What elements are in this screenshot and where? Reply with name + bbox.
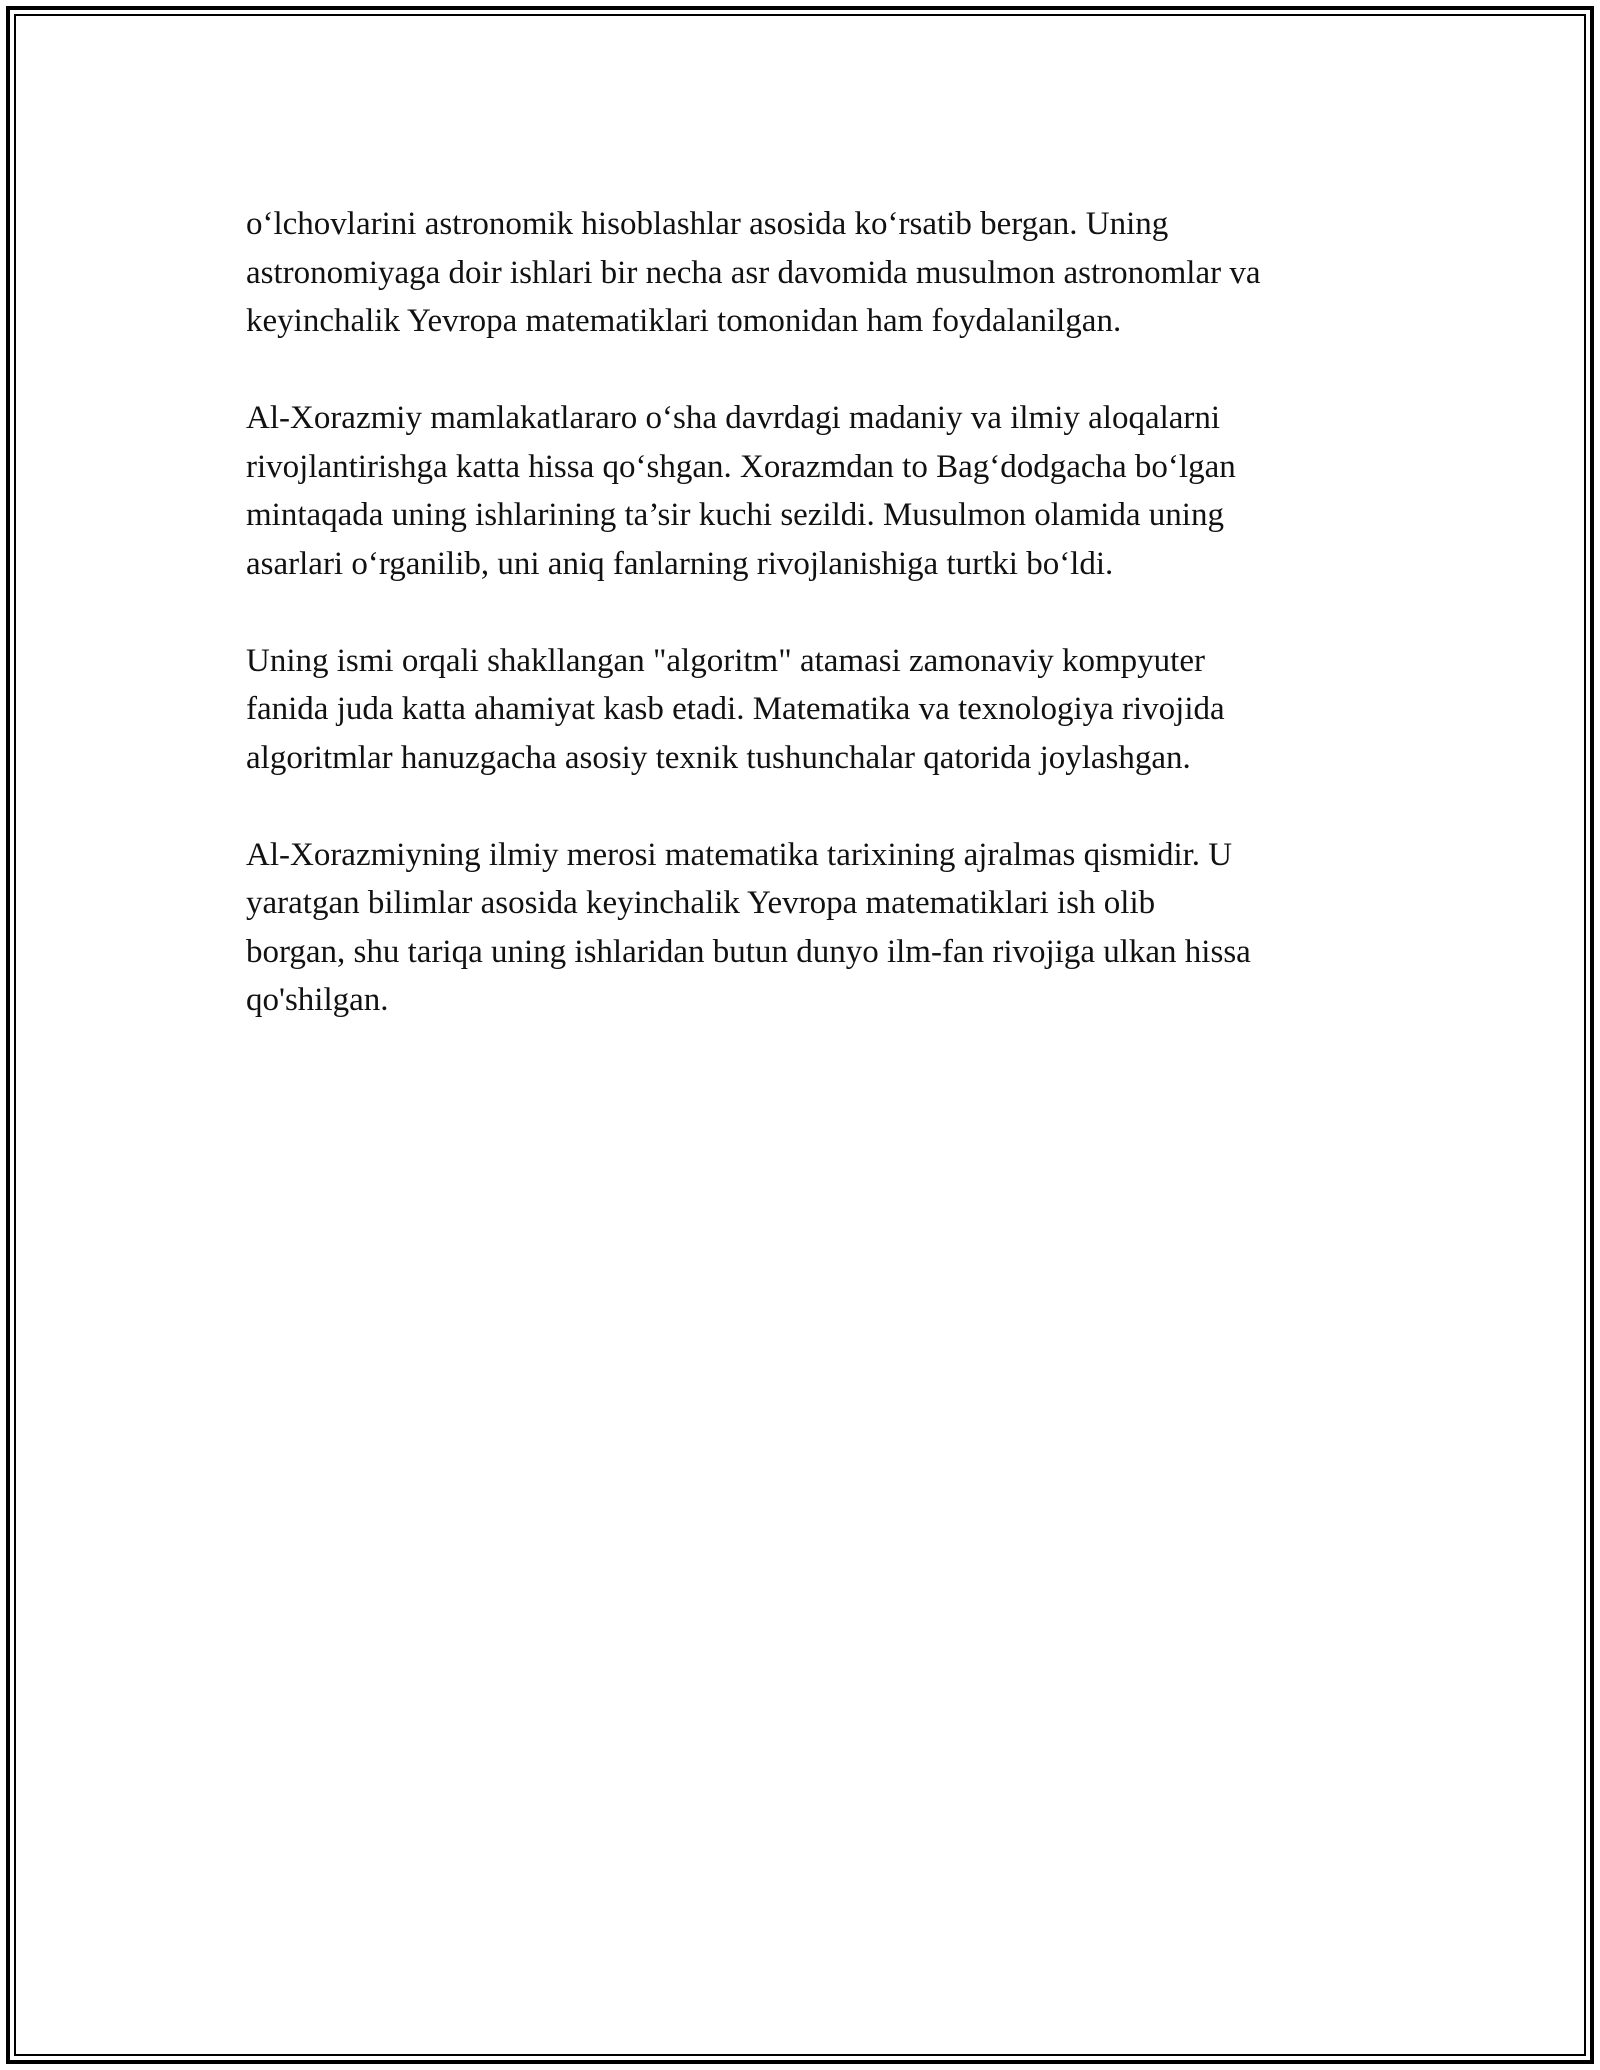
paragraph-4 (246, 831, 1396, 1025)
text-line: fanida juda katta ahamiyat kasb etadi. Matematika va texnologiya rivojida (246, 691, 1225, 727)
text-line: qo'shilgan. (246, 982, 389, 1018)
paragraph-1 (246, 200, 1396, 346)
text-line: Al-Xorazmiyning ilmiy merosi matematika tarixining ajralmas qismidir. U (246, 836, 1233, 873)
text-line: Uning ismi orqali shakllangan "algoritm" atamasi zamonaviy kompyuter (246, 642, 1205, 679)
text-line: keyinchalik Yevropa matematiklari tomonidan ham foydalanilgan. (246, 303, 1122, 339)
paragraph-3 (246, 637, 1396, 783)
text-line: asarlari o‘rganilib, uni aniq fanlarning rivojlanishiga turtki bo‘ldi. (246, 545, 1114, 582)
text-line: mintaqada uning ishlarining ta’sir kuchi sezildi. Musulmon olamida uning (246, 497, 1224, 533)
text-line: rivojlantirishga katta hissa qo‘shgan. Xorazmdan to Bag‘dodgacha bo‘lgan (246, 448, 1236, 485)
text-line: Al-Xorazmiy mamlakatlararo o‘sha davrdagi madaniy va ilmiy aloqalarni (246, 400, 1221, 436)
text-line: algoritmlar hanuzgacha asosiy texnik tushunchalar qatorida joylashgan. (246, 739, 1191, 776)
document-body (246, 200, 1396, 1073)
page-border (6, 6, 1594, 2064)
text-line: borgan, shu tariqa uning ishlaridan butun dunyo ilm-fan rivojiga ulkan hissa (246, 933, 1251, 970)
paragraph-2 (246, 394, 1396, 588)
text-line: yaratgan bilimlar asosida keyinchalik Yevropa matematiklari ish olib (246, 885, 1156, 921)
text-line: astronomiyaga doir ishlari bir necha asr davomida musulmon astronomlar va (246, 254, 1261, 291)
text-line: o‘lchovlarini astronomik hisoblashlar asosida ko‘rsatib bergan. Uning (246, 206, 1169, 242)
